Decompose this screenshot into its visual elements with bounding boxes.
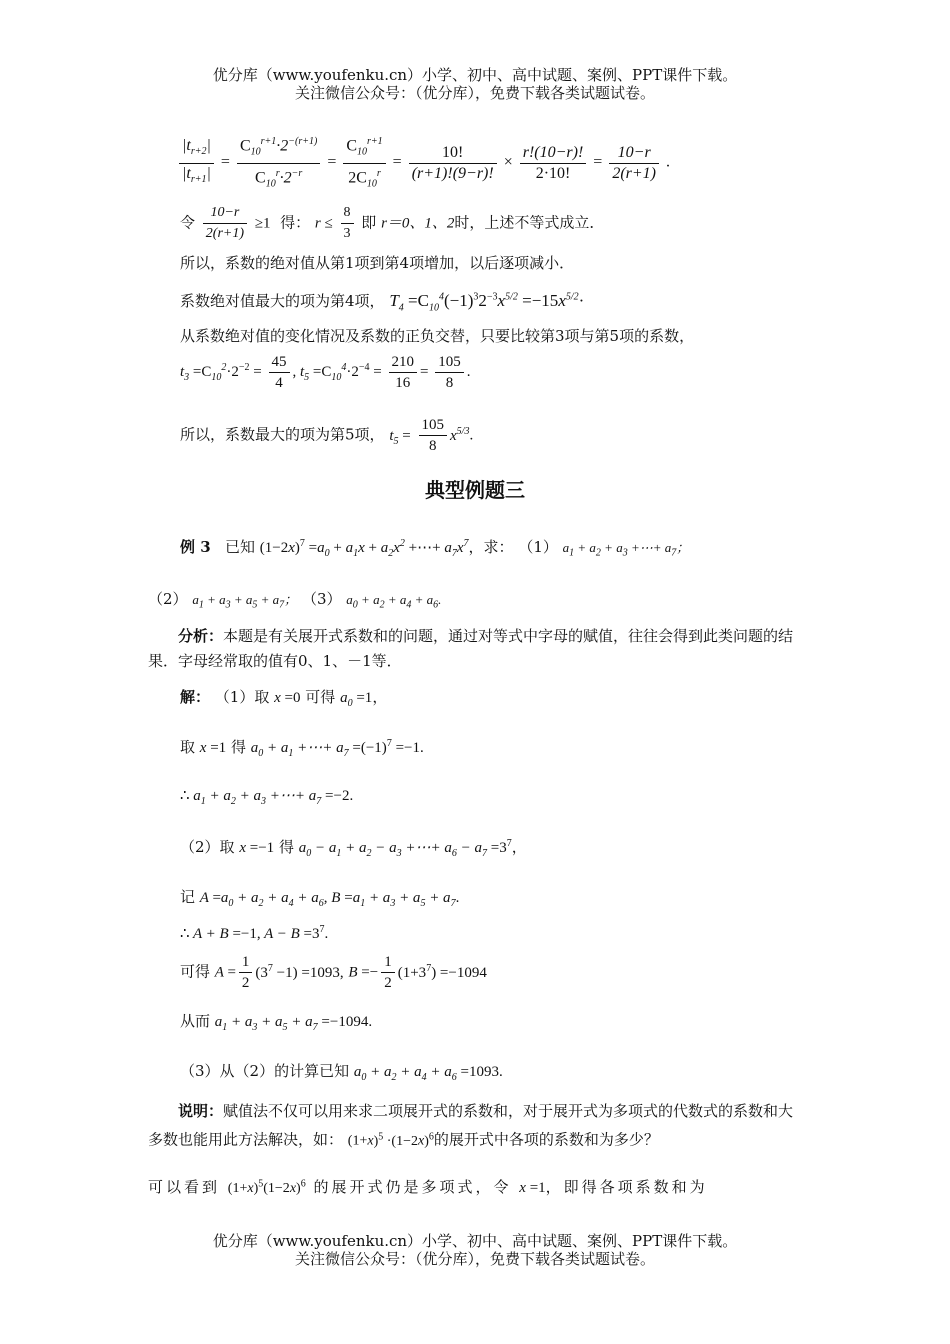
- ji-text: 即: [361, 213, 377, 232]
- ling-text: 令: [180, 213, 196, 232]
- conclusion-2: 所以，系数最大的项为第5项， $t_5$ = $\frac{105}{8}$ $x^{5/3}$.: [180, 417, 474, 454]
- solution-1: 解： （1）取 x =0 可得 $a_0 =1$，: [180, 688, 388, 709]
- ji-text-2: 记: [180, 888, 196, 906]
- sum-a1-a7: ∴ $a_1 + a_2 + a_3$ +⋯+ $a_7 =-2$.: [180, 788, 354, 807]
- define-a-b: 记 $A =a_0 + a_2 + a_4 + a_6$, $B =a_1 + a_3 + a_5 + a_7$.: [180, 888, 460, 909]
- de-text-2: 得: [230, 738, 246, 756]
- analysis-label: 分析：: [178, 627, 224, 645]
- de-text: 得：: [280, 213, 311, 232]
- q2-label: （2）: [148, 590, 188, 608]
- section-title: 典型例题三: [425, 478, 525, 502]
- solution-3: （3）从（2）的计算已知 $a_0 + a_2 + a_4 + a_6 =1093$.: [180, 1062, 503, 1083]
- example-3: 例 3 已知 $(1-2x)^7 =a_0 + a_1x + a_2x^2$ +⋯+ $a_7x^7$，求： （1） $a_1 + a_2 + a_3$ +⋯+ $a_7$；: [180, 538, 690, 559]
- t3-t5-line: $t_3 =C_{10}^2\cdot 2^{-2}$ = $\frac{45}{4}$ , $t_5 =C_{10}^4\cdot 2^{-4}$ = $\frac{210}{16}$ = $\frac{105}{8}$ .: [180, 354, 471, 391]
- conclusion-1: 所以，系数的绝对值从第1项到第4项增加，以后逐项减小．: [180, 254, 575, 272]
- example-label: 例 3: [180, 538, 211, 556]
- note-text-2: 的展开式中各项的系数和为多少？: [433, 1130, 659, 1149]
- conclusion-2-prefix: 所以，系数最大的项为第5项，: [180, 425, 385, 444]
- note-text-1: 赋值法不仅可以用来求二项展开式的系数和，对于展开式为多项式的代数式的系数和大多数也能用此方法解决，如：: [148, 1102, 794, 1149]
- note-text-3: 可以看到: [148, 1178, 221, 1196]
- inequality-line: 令 $\frac{10-r}{2(r+1)}$ ≥1 得： r ≤ $\frac{8}{3}$ 即 r＝0、1、2时，上述不等式成立．: [180, 205, 605, 241]
- r-values: r＝0、1、2: [381, 215, 455, 232]
- header-line-1: 优分库（www.youfenku.cn）小学、初中、高中试题、案例、PPT课件下载。: [212, 66, 738, 84]
- note-paragraph: 说明：赋值法不仅可以用来求二项展开式的系数和，对于展开式为多项式的代数式的系数和大多数也能用此方法解决，如： $(1+x)^5 \cdot(1-2x)^6$的展开式中各项的系数和为多少？: [148, 1102, 794, 1149]
- solution-s3: （3）从（2）的计算已知: [180, 1062, 350, 1080]
- max-abs-prefix: 系数绝对值最大的项为第4项，: [180, 292, 385, 310]
- max-abs-line: 系数绝对值最大的项为第4项， $T_4 =C_{10}^4(-1)^32^{-3}x^{5/2} =-15x^{5/2}\cdot$: [180, 291, 585, 314]
- solution-s1b: 可得: [305, 688, 336, 706]
- ratio-formula: $\frac{|t_{r+2}|}{|t_{r+1}|}$ = $\frac{C_{10}^{r+1}\cdot 2^{-(r+1)}}{C_{10}^r\cdot 2^{-r}}$ = $\frac{C_{10}^{r+1}}{2C_{10}^r}$ = $\frac{10!}{(r+1)!(9-r)!}$ × $\frac{r!(10-r)!}{2\cdot 10!}$ = $\frac{10-r}{2(r+1)}$ .: [176, 132, 670, 194]
- analysis-text: 本题是有关展开式系数和的问题，通过对等式中字母的赋值，往往会得到此类问题的结果．字母经常取的值有0、1、－1等．: [148, 627, 794, 670]
- example-ask: ，求：: [468, 538, 514, 556]
- note-last-line: 可以看到 $(1+x)^5(1-2x)^6$ 的展开式仍是多项式，令 x =1，即得各项系数和为: [148, 1178, 708, 1196]
- solution-label: 解：: [180, 688, 211, 706]
- solve-a-b: 可得 A = $\frac{1}{2}$ $(3^7 -1) =1093$, B =− $\frac{1}{2}$ $(1+3^7) =-1094$: [180, 954, 487, 991]
- note-label: 说明：: [178, 1102, 224, 1120]
- q1-label: （1）: [518, 538, 558, 556]
- shi-text: 时，上述不等式成立．: [454, 213, 605, 232]
- analysis-paragraph: [148, 624, 808, 674]
- compare-line: 从系数绝对值的变化情况及系数的正负交替，只要比较第3项与第5项的系数，: [180, 327, 695, 345]
- solution-take-1: 取 x =1 得 $a_0 + a_1$ +⋯+ $a_7 =(-1)^7 =-1$.: [180, 738, 424, 759]
- example-text: 已知: [224, 538, 255, 556]
- solution-s2: （2）取: [180, 838, 235, 856]
- header-line-2: 关注微信公众号：（优分库），免费下载各类试题试卷。: [294, 84, 655, 102]
- note-text-5: ，即得各项系数和为: [545, 1178, 708, 1196]
- note-text-4: 的展开式仍是多项式，令: [313, 1178, 512, 1196]
- de-text-3: 得: [278, 838, 294, 856]
- footer-line-2: 关注微信公众号：（优分库），免费下载各类试题试卷。: [294, 1250, 655, 1268]
- example-3-cont: （2） $a_1 + a_3 + a_5 + a_7$； （3） $a_0 + a_2 + a_4 + a_6$.: [148, 590, 442, 611]
- take-text: 取: [180, 738, 196, 756]
- a-plus-b: ∴ A + B =−1, $A - B =3^7$.: [180, 924, 329, 942]
- odd-sum: 从而 $a_1 + a_3 + a_5 + a_7 =-1094$.: [180, 1012, 373, 1033]
- congeer-text: 从而: [180, 1012, 211, 1030]
- footer-line-1: 优分库（www.youfenku.cn）小学、初中、高中试题、案例、PPT课件下载。: [212, 1232, 738, 1250]
- kede-text: 可得: [180, 962, 211, 981]
- solution-s1: （1）取: [214, 688, 270, 706]
- solution-2: （2）取 x =−1 得 $a_0 - a_1 + a_2 - a_3$ +⋯+ $a_6 - a_7 =3^7$，: [180, 838, 527, 859]
- q3-label: （3）: [301, 590, 342, 608]
